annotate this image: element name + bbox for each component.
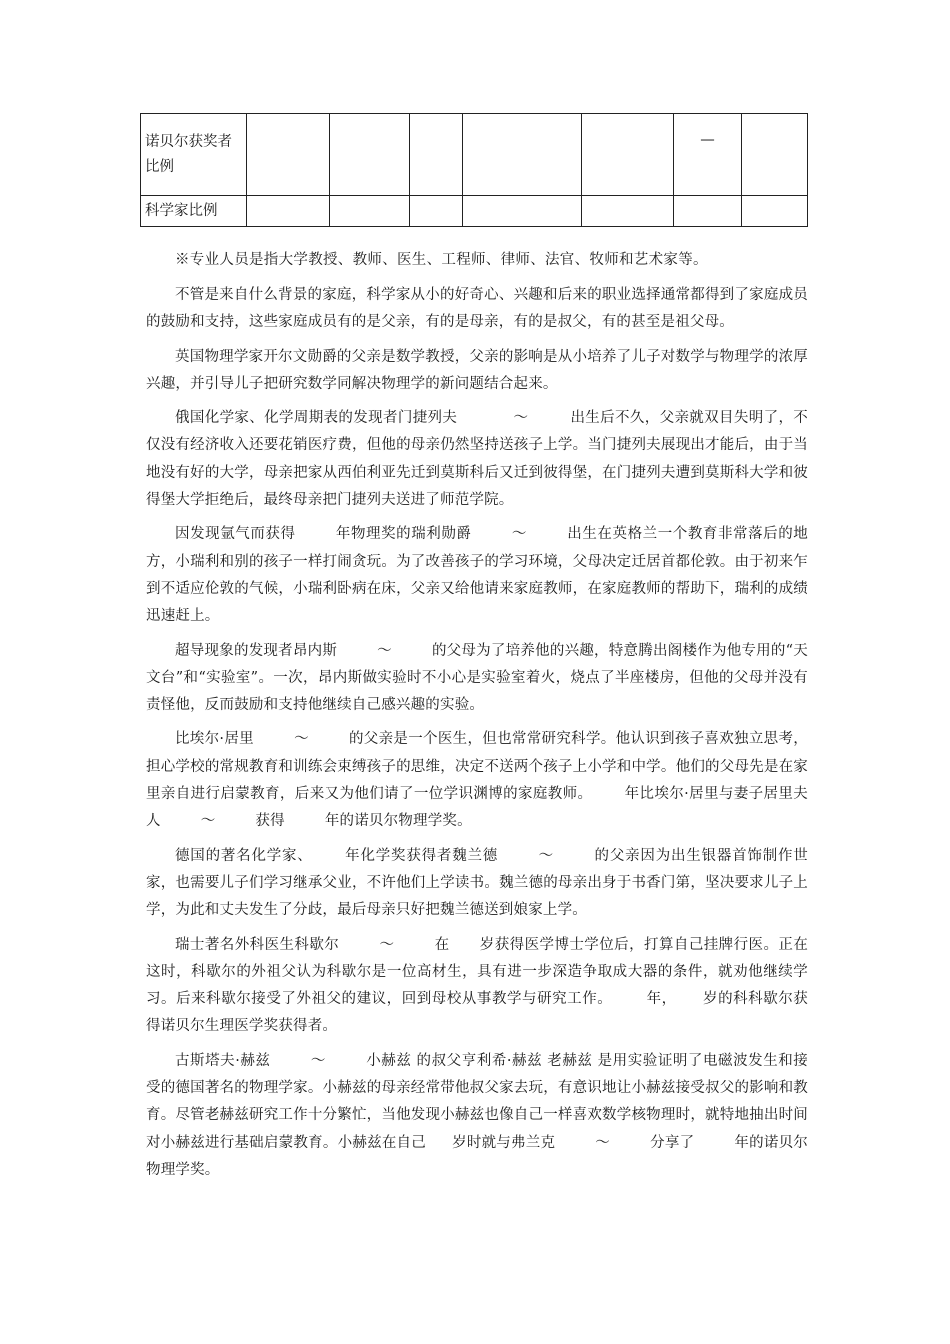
text-run: 出生后不久，父亲就双目失明了，不仅没有经济收入还要花销医疗费，但他的母亲仍然坚持送孩子上学。当门捷列夫展现出才能后，由于当地没有好的大学，母亲把家从西伯利亚先迁到莫斯科后又迁到彼得堡，在门捷列夫遭到莫斯科大学和彼得堡大学拒绝后，最终母亲把门捷列夫送进了师范学院。 [146,410,808,509]
text-run: 的父母为了培养他的兴趣，特意腾出阁楼作为他专用的“天文台”和“实验室”。一次，昂内斯做实验时不小心是实验室着火，烧点了半座楼房，但他的父母并没有责怪他，反而鼓励和支持他继续自己感兴趣的实验。 [146,642,808,714]
table-cell [247,196,330,227]
text-run: ～ [595,1134,611,1151]
text-run: 年， [646,991,677,1008]
text-run: 年比埃尔·居里与妻子居里夫人 [146,786,808,830]
statistics-table [140,113,808,227]
article-body [146,282,808,1191]
text-run: 年物理奖的瑞利勋爵 [335,526,472,543]
table-cell [463,114,582,196]
text-run: ～ [538,847,554,864]
text-run: 的父亲是一个医生，但也常常研究科学。他认识到孩子喜欢独立思考，担心学校的常规教育和训练会束缚孩子的思维，决定不送两个孩子上小学和中学。他们的父母先是在家里亲自进行启蒙教育，后来又为他们请了一位学识渊博的家庭教师。 [146,731,808,803]
table-cell [410,114,463,196]
text-run: 岁的科科歇尔获得诺贝尔生理医学奖获得者。 [146,991,809,1035]
footnote: ※专业人员是指大学教授、教师、医生、工程师、律师、法官、牧师和艺术家等。 [175,252,708,268]
paragraph [146,521,808,630]
text-run: 年化学奖获得者魏兰德 [344,847,499,864]
text-run: ～ [310,1052,326,1069]
text-run: ～ [293,731,309,748]
text-run: 出生在英格兰一个教育非常落后的地方，小瑞利和别的孩子一样打闹贪玩。为了改善孩子的学习环境，父母决定迁居首都伦敦。由于初来乍到不适应伦敦的气候，小瑞利卧病在床，父亲又给他请来家庭教师，在家庭教师的帮助下，瑞利的成绩迅速赶上。 [146,526,808,625]
text-run: ～ [511,526,527,543]
text-run: 在 [434,936,450,953]
paragraph: 英国物理学家开尔文勋爵的父亲是数学教授，父亲的影响是从小培养了儿子对数学与物理学的浓厚兴趣，并引导儿子把研究数学同解决物理学的新问题结合起来。 [146,348,808,392]
paragraph [146,638,808,720]
text-run: ～ [200,813,216,830]
text-run: 分享了 [650,1134,695,1151]
table-cell [410,196,463,227]
text-run: ～ [513,410,529,427]
table-row [141,114,808,196]
table-cell [582,196,674,227]
paragraph [146,405,808,514]
paragraph [146,843,808,925]
text-run: 德国的著名化学家、 [175,847,313,864]
text-run: ～ [379,936,395,953]
text-run: 小赫兹 的叔父亨利希·赫兹 老赫兹 是用实验证明了电磁波发生和接受的德国著名的物理学家。小赫兹的母亲经常带他叔父家去玩，有意识地让小赫兹接受叔父的影响和教育。尽管老赫兹研究工作十分繁忙，当他发现小赫兹也像自己一样喜欢数学核物理时，就特地抽出时间对小赫兹进行基础启蒙教育。小赫兹在自己 [146,1052,808,1151]
table-cell [742,114,808,196]
table-cell [247,114,330,196]
text-run: 年的诺贝尔物理学奖。 [324,813,472,830]
text-run: 俄国化学家、化学周期表的发现者门捷列夫 [175,410,458,427]
text-run: ～ [377,642,392,659]
text-run: 瑞士著名外科医生科歇尔 [175,936,340,953]
paragraph [146,726,808,835]
table-cell [330,196,410,227]
table-cell [742,196,808,227]
table-cell [674,196,742,227]
table-cell [582,114,674,196]
paragraph: 不管是来自什么背景的家庭，科学家从小的好奇心、兴趣和后来的职业选择通常都得到了家庭成员的鼓励和支持，这些家庭成员有的是父亲，有的是母亲，有的是叔父，有的甚至是祖父母。 [146,287,808,331]
text-run: 因发现氩气而获得 [175,526,296,543]
paragraph [146,932,808,1041]
text-run: 岁获得医学博士学位后，打算自己挂牌行医。正在这时，科歇尔的外祖父认为科歇尔是一位高材生，具有进一步深造争取成大器的条件，就劝他继续学习。后来科歇尔接受了外祖父的建议，回到母校从事教学与研究工作。 [146,936,809,1008]
table-cell [330,114,410,196]
paragraph [146,1048,808,1184]
text-run: 获得 [255,813,285,830]
text-run: 古斯塔夫·赫兹 [175,1052,271,1069]
table-cell [463,196,582,227]
text-run: 比埃尔·居里 [175,731,254,748]
text-run: 年的诺贝尔物理学奖。 [146,1134,809,1178]
text-run: 岁时就与弗兰克 [452,1134,556,1151]
table-cell-dash: — [674,114,742,196]
text-run: 的父亲因为出生银器首饰制作世家，也需要儿子们学习继承父业，不许他们上学读书。魏兰德的母亲出身于书香门第，坚决要求儿子上学，为此和丈夫发生了分歧，最后母亲只好把魏兰德送到娘家上学。 [146,847,808,919]
text-run: 超导现象的发现者昂内斯 [175,642,338,659]
table-row [141,196,808,227]
row-label-nobel-ratio: 诺贝尔获奖者比例 [141,114,247,196]
row-label-scientist-ratio: 科学家比例 [141,196,247,227]
